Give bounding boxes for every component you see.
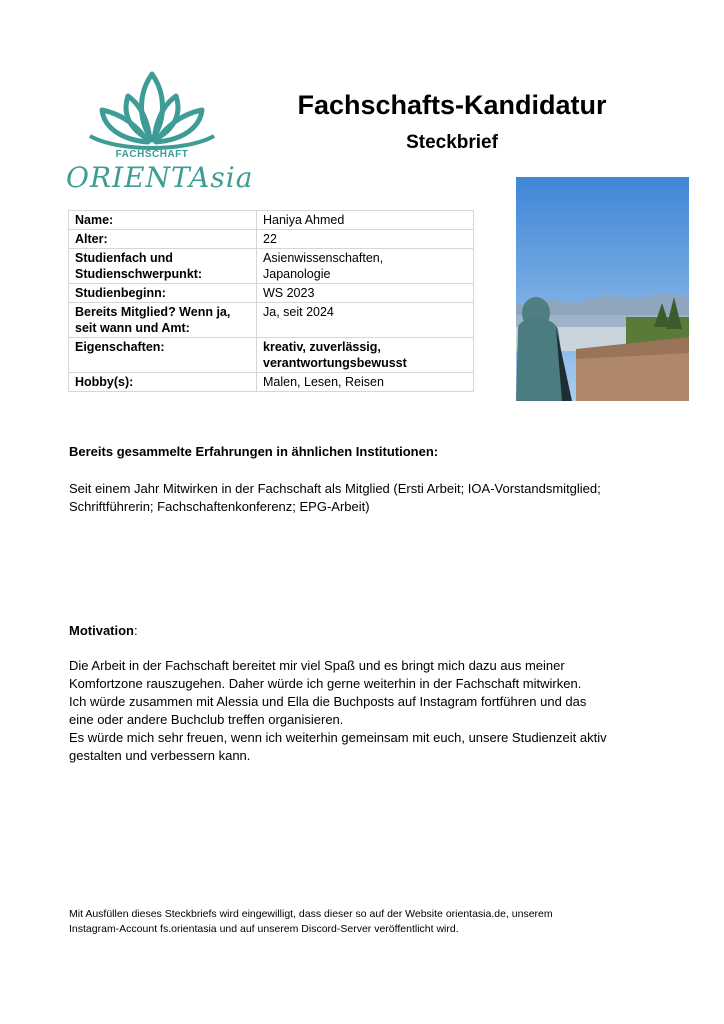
label-eigenschaften: Eigenschaften: [69,338,257,373]
motivation-heading-text: Motivation [69,623,134,638]
label-mitglied-line2: seit wann und Amt: [75,321,190,335]
table-row-mitglied [69,303,474,338]
page-title: Fachschafts-Kandidatur [297,90,607,120]
motivation-line: eine oder andere Buchclub treffen organisieren. [69,712,344,727]
motivation-line: Komfortzone rauszugehen. Daher würde ich gerne weiterhin in der Fachschaft mitwirken. [69,676,582,691]
logo-text-small: FACHSCHAFT [115,149,189,160]
label-mitglied [69,303,257,338]
table-row-name [69,211,474,230]
motivation-line: Ich würde zusammen mit Alessia und Ella die Buchposts auf Instagram fortführen und das [69,694,587,709]
value-studienfach [257,249,474,284]
value-hobbys: Malen, Lesen, Reisen [257,373,474,392]
table-row-eigenschaften [69,338,474,373]
experience-line: Schriftführerin; Fachschaftenkonferenz; EPG-Arbeit) [69,499,370,514]
value-alter: 22 [257,230,474,249]
value-studienfach-line1: Asienwissenschaften, [263,251,384,265]
motivation-line: Die Arbeit in der Fachschaft bereitet mir viel Spaß und es bringt mich dazu aus meiner [69,658,565,673]
label-studienfach-line2: Studienschwerpunkt: [75,267,203,281]
value-studienbeginn: WS 2023 [257,284,474,303]
value-eigenschaften-line2: verantwortungsbewusst [263,356,407,370]
table-row-studienbeginn [69,284,474,303]
value-eigenschaften-line1: kreativ, zuverlässig, [263,340,381,354]
experience-heading: Bereits gesammelte Erfahrungen in ähnlichen Institutionen: [69,444,439,459]
label-alter: Alter: [69,230,257,249]
lotus-icon [66,66,238,152]
value-studienfach-line2: Japanologie [263,267,331,281]
label-hobbys: Hobby(s): [69,373,257,392]
footer-line: Instagram-Account fs.orientasia und auf unserem Discord-Server veröffentlicht wird. [69,923,459,935]
value-mitglied: Ja, seit 2024 [257,303,474,338]
motivation-line: Es würde mich sehr freuen, wenn ich weiterhin gemeinsam mit euch, unsere Studienzeit aktiv [69,730,607,745]
label-name: Name: [69,211,257,230]
profile-table [68,210,474,392]
motivation-line: gestalten und verbessern kann. [69,748,251,763]
table-row-hobbys [69,373,474,392]
label-studienbeginn: Studienbeginn: [69,284,257,303]
value-eigenschaften [257,338,474,373]
consent-footer [69,907,659,937]
footer-line: Mit Ausfüllen dieses Steckbriefs wird eingewilligt, dass dieser so auf der Website orientasia.de, unserem [69,908,553,920]
page-subtitle: Steckbrief [406,132,498,153]
motivation-heading-colon: : [134,623,138,638]
photo-illustration [516,177,689,401]
label-studienfach [69,249,257,284]
candidate-photo [516,177,689,401]
motivation-heading [69,623,138,638]
experience-line: Seit einem Jahr Mitwirken in der Fachschaft als Mitglied (Ersti Arbeit; IOA-Vorstandsmitglied; [69,481,601,496]
fachschaft-logo [66,66,254,202]
table-row-alter [69,230,474,249]
label-mitglied-line1: Bereits Mitglied? Wenn ja, [75,305,231,319]
table-row-studienfach [69,249,474,284]
label-studienfach-line1: Studienfach und [75,251,173,265]
motivation-text [69,657,669,765]
value-name: Haniya Ahmed [257,211,474,230]
experience-text [69,480,669,516]
logo-text-orientasia: ORIENTAsia [66,161,254,194]
